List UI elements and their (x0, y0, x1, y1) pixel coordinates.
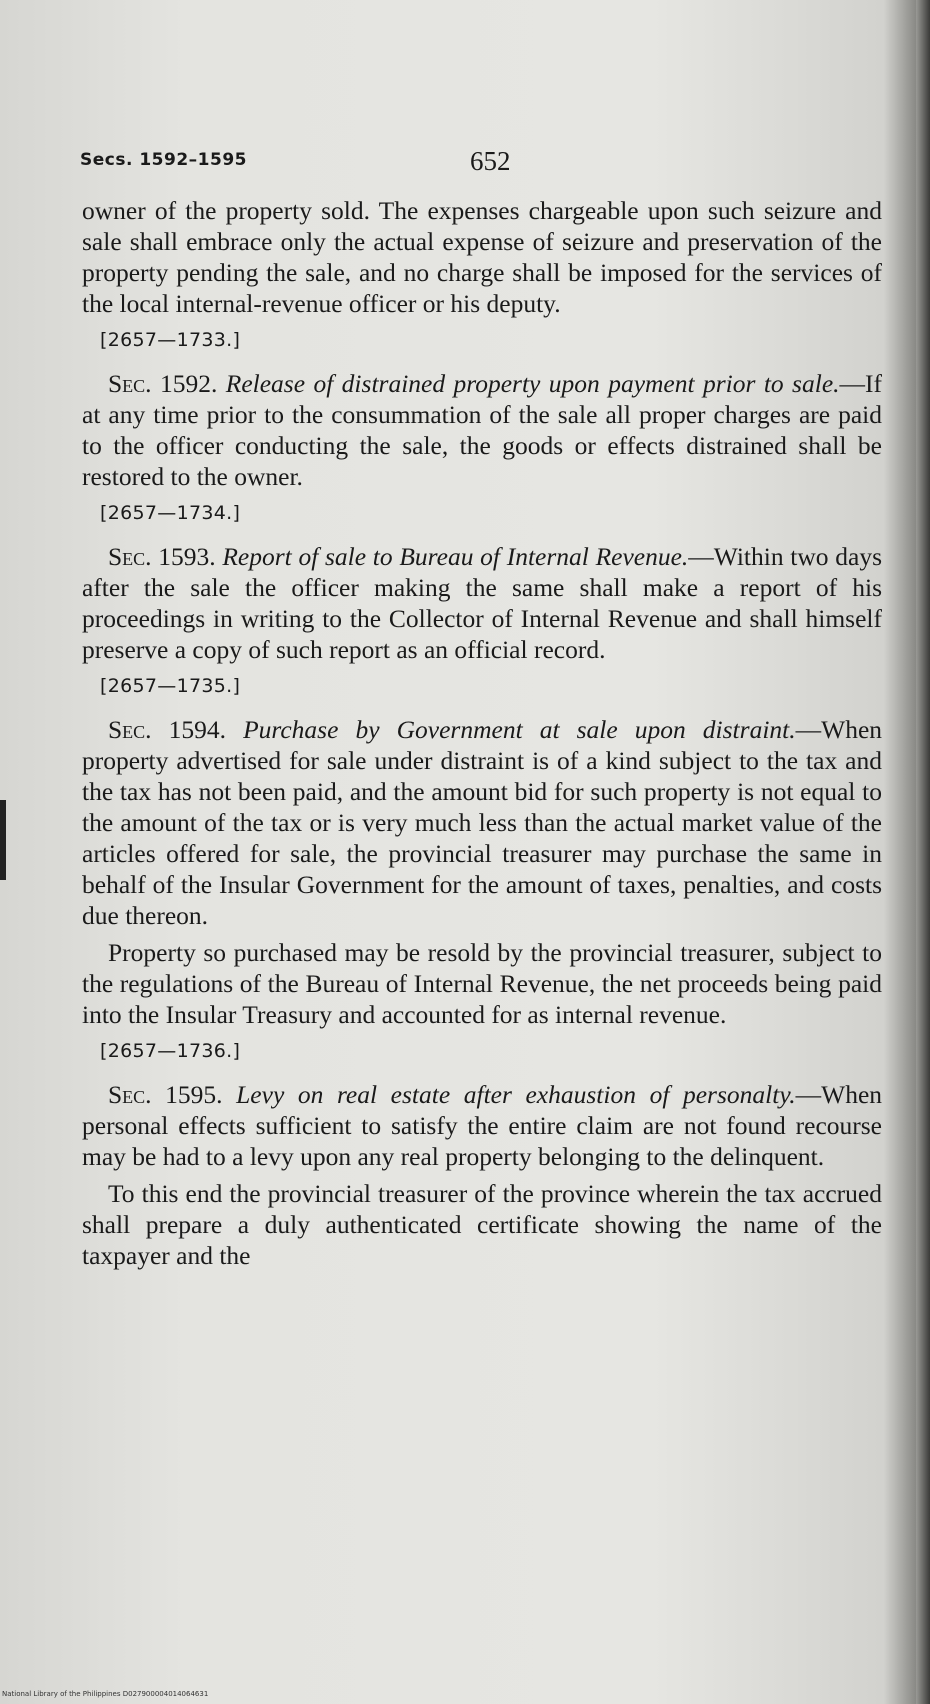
citation: [2657—1735.] (100, 675, 241, 697)
section-title: Purchase by Government at sale upon distraint. (243, 715, 796, 744)
section-range: Secs. 1592–1595 (80, 150, 247, 170)
page-edge-shadow (916, 0, 930, 1704)
section-title: Release of distrained property upon payment prior to sale. (225, 369, 840, 398)
section-text: —When personal effects sufficient to satisfy the entire claim are not found recourse may be had to a levy upon any real property belonging to the delinquent. (82, 1080, 883, 1171)
paragraph-continuation: owner of the property sold. The expenses chargeable upon such seizure and sale shall embrace only the actual expense of seizure and preservation of the property pending the sale, and no charge shall be imposed for the services of the local internal-revenue officer or his deputy. (82, 196, 882, 318)
paragraph: Property so purchased may be resold by the provincial treasurer, subject to the regulations of the Bureau of Internal Revenue, the net proceeds being paid into the Insular Treasury and accounted for as internal revenue. (82, 938, 882, 1029)
library-footer: National Library of the Philippines D027900004014064631 (2, 1690, 209, 1698)
section-1592 (82, 368, 882, 492)
section-title: Report of sale to Bureau of Internal Revenue. (222, 542, 689, 571)
page-number: 652 (470, 146, 511, 176)
page-body (82, 195, 882, 1277)
section-number: Sec. 1594. (108, 715, 226, 744)
section-1593 (82, 541, 882, 665)
section-1594 (82, 714, 882, 931)
section-1595 (82, 1079, 882, 1172)
section-text: —When property advertised for sale under distraint is of a kind subject to the tax and the tax has not been paid, and the amount bid for such property is not equal to the amount of the tax or is very much less than the actual market value of the articles offered for sale, the provincial treasurer may purchase the same in behalf of the Insular Government for the amount of taxes, penalties, and costs due thereon. (82, 715, 883, 930)
citation: [2657—1734.] (100, 502, 241, 524)
section-number: Sec. 1595. (108, 1080, 223, 1109)
section-text: —Within two days after the sale the officer making the same shall make a report of his proceedings in writing to the Collector of Internal Revenue and shall himself preserve a copy of such report as an official record. (82, 542, 883, 664)
section-number: Sec. 1593. (108, 542, 216, 571)
section-text: —If at any time prior to the consummation of the sale all proper charges are paid to the officer conducting the sale, the goods or effects distrained shall be restored to the owner. (82, 369, 882, 491)
page-header (80, 146, 880, 182)
section-title: Levy on real estate after exhaustion of personalty. (236, 1080, 796, 1109)
citation: [2657—1736.] (100, 1040, 241, 1062)
paragraph: To this end the provincial treasurer of the province wherein the tax accrued shall prepare a duly authenticated certificate showing the name of the taxpayer and the (82, 1179, 882, 1270)
section-number: Sec. 1592. (108, 369, 218, 398)
citation: [2657—1733.] (100, 329, 241, 351)
scan-margin-mark (0, 800, 6, 880)
